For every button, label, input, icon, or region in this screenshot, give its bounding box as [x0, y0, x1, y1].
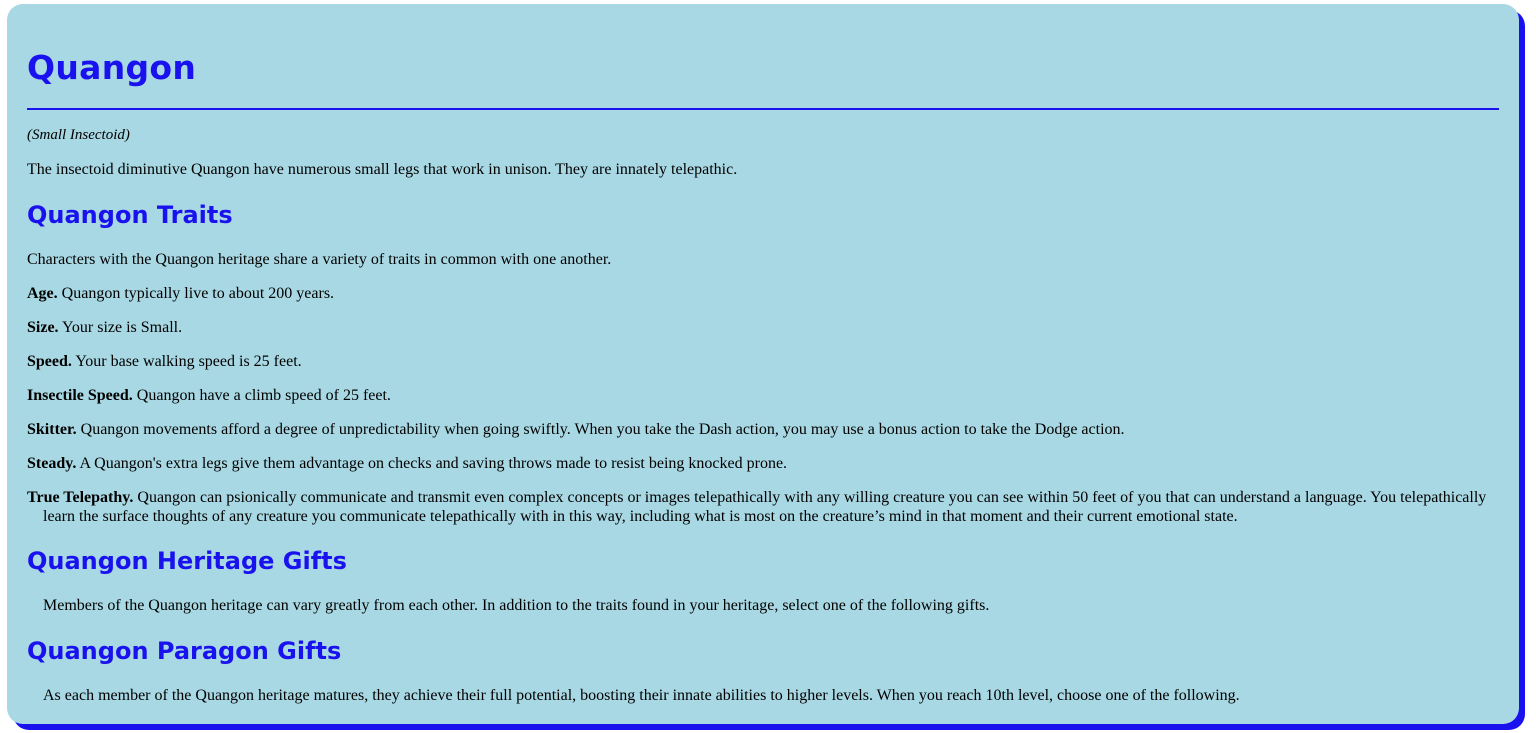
trait-name: Size. — [27, 319, 59, 336]
trait-size — [27, 318, 1499, 337]
trait-text: Quangon have a climb speed of 25 feet. — [132, 387, 391, 404]
trait-text: Your base walking speed is 25 feet. — [71, 353, 302, 370]
trait-text: Quangon can psionically communicate and transmit even complex concepts or images telepathically with any willing creature you can see within 50 feet of you that can understand a language. You telepathically learn the surface thoughts of any creature you communicate telepathically with in this way, including what is most on the creature’s mind in that moment and their current emotional state. — [43, 489, 1487, 525]
trait-name: Age. — [27, 285, 58, 302]
trait-age — [27, 284, 1499, 303]
trait-true-telepathy — [27, 488, 1499, 526]
traits-intro: Characters with the Quangon heritage share a variety of traits in common with one another. — [27, 251, 612, 268]
trait-speed — [27, 352, 1499, 371]
intro-paragraph: The insectoid diminutive Quangon have numerous small legs that work in unison. They are innately telepathic. — [27, 161, 738, 178]
trait-text: Quangon movements afford a degree of unpredictability when going swiftly. When you take the Dash action, you may use a bonus action to take the Dodge action. — [76, 421, 1125, 438]
heritage-gifts-heading: Quangon Heritage Gifts — [27, 547, 347, 575]
paragon-gifts-text: As each member of the Quangon heritage matures, they achieve their full potential, boosting their innate abilities to higher levels. When you reach 10th level, choose one of the following. — [43, 687, 1240, 704]
trait-name: Speed. — [27, 353, 72, 370]
trait-text: Quangon typically live to about 200 years. — [57, 285, 335, 302]
traits-heading: Quangon Traits — [27, 201, 233, 229]
trait-skitter — [27, 420, 1499, 439]
trait-name: Steady. — [27, 455, 77, 472]
trait-insectile-speed — [27, 386, 1499, 405]
trait-text: Your size is Small. — [58, 319, 183, 336]
content-card — [7, 4, 1519, 724]
trait-name: Skitter. — [27, 421, 77, 438]
heritage-gifts-text: Members of the Quangon heritage can vary greatly from each other. In addition to the traits found in your heritage, select one of the following gifts. — [43, 597, 990, 614]
page-title: Quangon — [27, 48, 197, 87]
page-subtitle: (Small Insectoid) — [27, 127, 130, 143]
paragon-gifts-heading: Quangon Paragon Gifts — [27, 637, 342, 665]
trait-name: Insectile Speed. — [27, 387, 133, 404]
trait-text: A Quangon's extra legs give them advantage on checks and saving throws made to resist being knocked prone. — [76, 455, 788, 472]
title-divider — [27, 108, 1499, 110]
trait-steady — [27, 454, 1499, 473]
trait-name: True Telepathy. — [27, 489, 134, 506]
